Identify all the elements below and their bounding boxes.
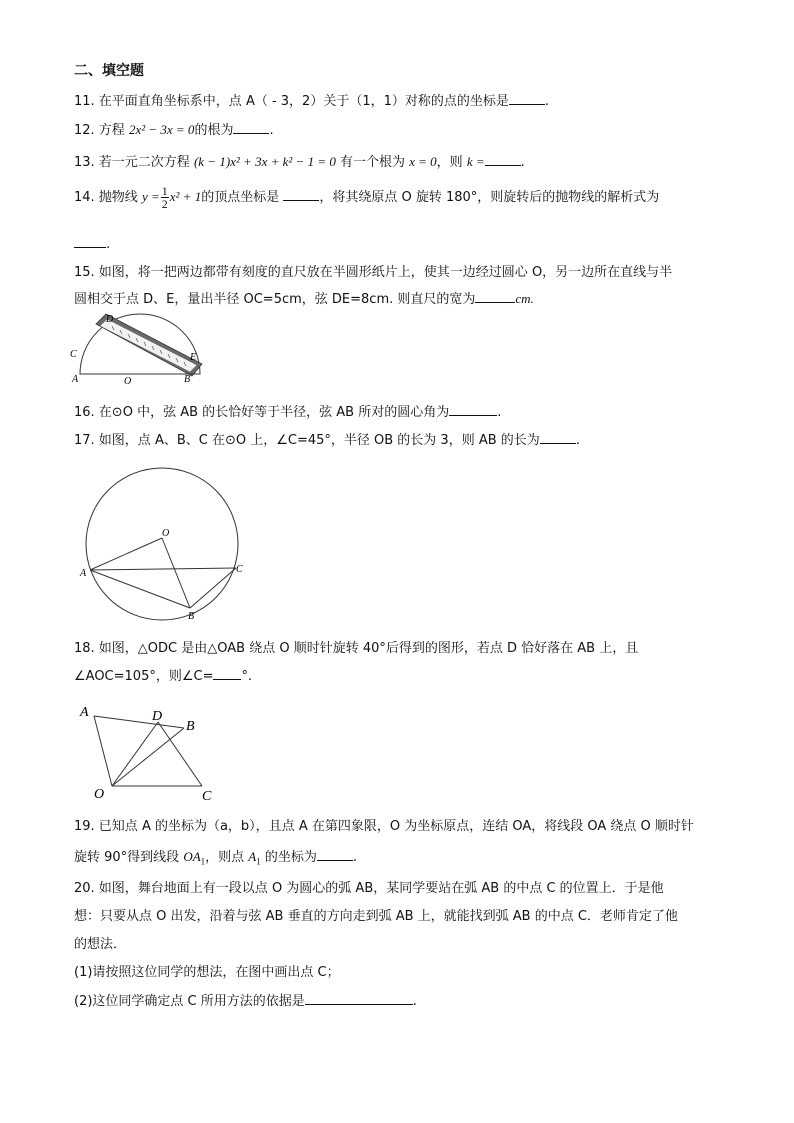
segment-oa xyxy=(90,538,162,570)
root: x = 0 xyxy=(409,154,437,169)
answer-blank-15[interactable] xyxy=(475,290,515,303)
question-19-post: 的坐标为 xyxy=(260,850,317,865)
question-20-line1: 20. 如图，舞台地面上有一段以点 O 为圆心的弧 AB，某同学要站在弧 AB 的中点 C 的位置上．于是他 xyxy=(74,881,664,896)
question-13 xyxy=(74,153,525,172)
answer-blank-19[interactable] xyxy=(317,848,353,861)
label-B: B xyxy=(186,719,195,734)
question-14-text2: ，将其绕原点 O 旋转 180°，则旋转后的抛物线的解析式为 xyxy=(319,190,660,205)
answer-blank-14a[interactable] xyxy=(283,188,319,201)
question-19-line1: 19. 已知点 A 的坐标为（a，b），且点 A 在第四象限，O 为坐标原点，连结 OA，将线段 OA 绕点 O 顺时针 xyxy=(74,819,694,834)
label-A: A xyxy=(80,568,87,579)
answer-blank-20[interactable] xyxy=(305,992,413,1005)
period: . xyxy=(497,405,502,420)
label-E: E xyxy=(190,352,197,363)
period: . xyxy=(575,433,580,448)
label-D: D xyxy=(152,709,163,724)
y-equals: y = xyxy=(141,189,160,204)
question-14-text: 的顶点坐标是 xyxy=(201,190,284,205)
question-20-sub2-text: (2)这位同学确定点 C 所用方法的依据是 xyxy=(74,994,305,1009)
question-16-text: 16. 在⊙O 中，弦 AB 的长恰好等于半径，弦 AB 所对的圆心角为 xyxy=(74,405,450,420)
segment-oa1: OA xyxy=(183,849,201,864)
label-O: O xyxy=(94,787,105,802)
degree-period: °. xyxy=(241,669,253,684)
answer-blank-18[interactable] xyxy=(213,667,241,680)
segment-oa xyxy=(94,716,112,786)
fraction-numerator: 1 xyxy=(161,184,168,198)
label-B: B xyxy=(184,374,191,385)
question-20-sub2 xyxy=(74,992,417,1011)
label-B: B xyxy=(188,611,195,622)
question-14-prefix: 14. 抛物线 xyxy=(74,190,142,205)
label-C: C xyxy=(202,789,212,804)
question-16 xyxy=(74,403,501,422)
period: . xyxy=(269,123,274,138)
answer-blank-17[interactable] xyxy=(540,431,576,444)
question-17-text: 17. 如图，点 A、B、C 在⊙O 上，∠C=45°，半径 OB 的长为 3，则 AB 的长为 xyxy=(74,433,540,448)
segment-ab xyxy=(90,570,190,608)
question-20-sub1: (1)请按照这位同学的想法，在图中画出点 C； xyxy=(74,965,340,980)
subscript-1: 1 xyxy=(200,856,206,867)
label-O: O xyxy=(162,528,170,539)
point-a1: A xyxy=(248,849,257,864)
question-15-line1: 15. 如图，将一把两边都带有刻度的直尺放在半圆形纸片上，使其一边经过圆心 O，另一边所在直线与半 xyxy=(74,265,673,280)
label-C: C xyxy=(70,349,77,360)
question-18-text: ∠AOC=105°，则∠C= xyxy=(74,669,214,684)
parabola-rest: x² + 1 xyxy=(169,189,202,204)
question-17 xyxy=(74,431,580,450)
label-D: D xyxy=(106,314,114,325)
unit: cm. xyxy=(515,291,534,306)
equation: (k − 1)x² + 3x + k² − 1 = 0 xyxy=(193,154,336,169)
segment-ob xyxy=(162,538,190,608)
question-14-continued xyxy=(74,235,110,254)
question-13-ask: ，则 xyxy=(436,155,467,170)
period: . xyxy=(412,994,417,1009)
question-12-suffix: 的根为 xyxy=(194,123,234,138)
segment-ab xyxy=(94,716,184,728)
answer-blank-16[interactable] xyxy=(449,403,497,416)
label-A: A xyxy=(72,374,79,385)
rotation-figure xyxy=(74,700,224,810)
question-15-line2 xyxy=(74,290,534,309)
question-19-mid: ，则点 xyxy=(205,850,249,865)
period: . xyxy=(352,850,358,865)
circle-figure xyxy=(76,462,256,622)
question-11 xyxy=(74,92,549,111)
question-12 xyxy=(74,121,274,140)
period: . xyxy=(106,237,111,252)
question-12-prefix: 12. 方程 xyxy=(74,123,129,138)
question-13-prefix: 13. 若一元二次方程 xyxy=(74,155,194,170)
fraction-denominator: 2 xyxy=(161,197,168,211)
question-19-line2 xyxy=(74,848,357,871)
variable: k = xyxy=(466,154,485,169)
question-19-pre: 旋转 90°得到线段 xyxy=(74,850,184,865)
subscript-1: 1 xyxy=(256,856,261,867)
answer-blank-12[interactable] xyxy=(233,121,269,134)
label-A: A xyxy=(80,705,89,720)
segment-cb xyxy=(190,568,236,608)
period: . xyxy=(520,155,525,170)
ruler-semicircle-figure xyxy=(66,312,206,388)
period: . xyxy=(544,94,550,109)
label-C: C xyxy=(236,564,243,575)
section-title: 二、填空题 xyxy=(74,63,144,79)
question-15-text: 圆相交于点 D、E，量出半径 OC=5cm，弦 DE=8cm. 则直尺的宽为 xyxy=(74,292,476,307)
question-14 xyxy=(74,184,659,211)
question-13-middle: 有一个根为 xyxy=(335,155,410,170)
answer-blank-14b[interactable] xyxy=(74,235,106,248)
answer-blank-11[interactable] xyxy=(509,92,545,105)
answer-blank-13[interactable] xyxy=(485,153,521,166)
equation: 2x² − 3x = 0 xyxy=(128,122,195,137)
fraction xyxy=(161,185,169,210)
segment-ac xyxy=(90,568,236,570)
question-18-line2 xyxy=(74,667,252,686)
question-20-line3: 的想法． xyxy=(74,937,127,952)
label-O: O xyxy=(124,376,132,387)
question-20-line2: 想：只要从点 O 出发，沿着与弦 AB 垂直的方向走到弧 AB 上，就能找到弧 AB 的中点 C．老师肯定了他 xyxy=(74,909,678,924)
question-11-text: 11. 在平面直角坐标系中，点 A（ - 3，2）关于（1，1）对称的点的坐标是 xyxy=(74,94,509,109)
question-18-line1: 18. 如图，△ODC 是由△OAB 绕点 O 顺时针旋转 40°后得到的图形，若点 D 恰好落在 AB 上，且 xyxy=(74,641,639,656)
